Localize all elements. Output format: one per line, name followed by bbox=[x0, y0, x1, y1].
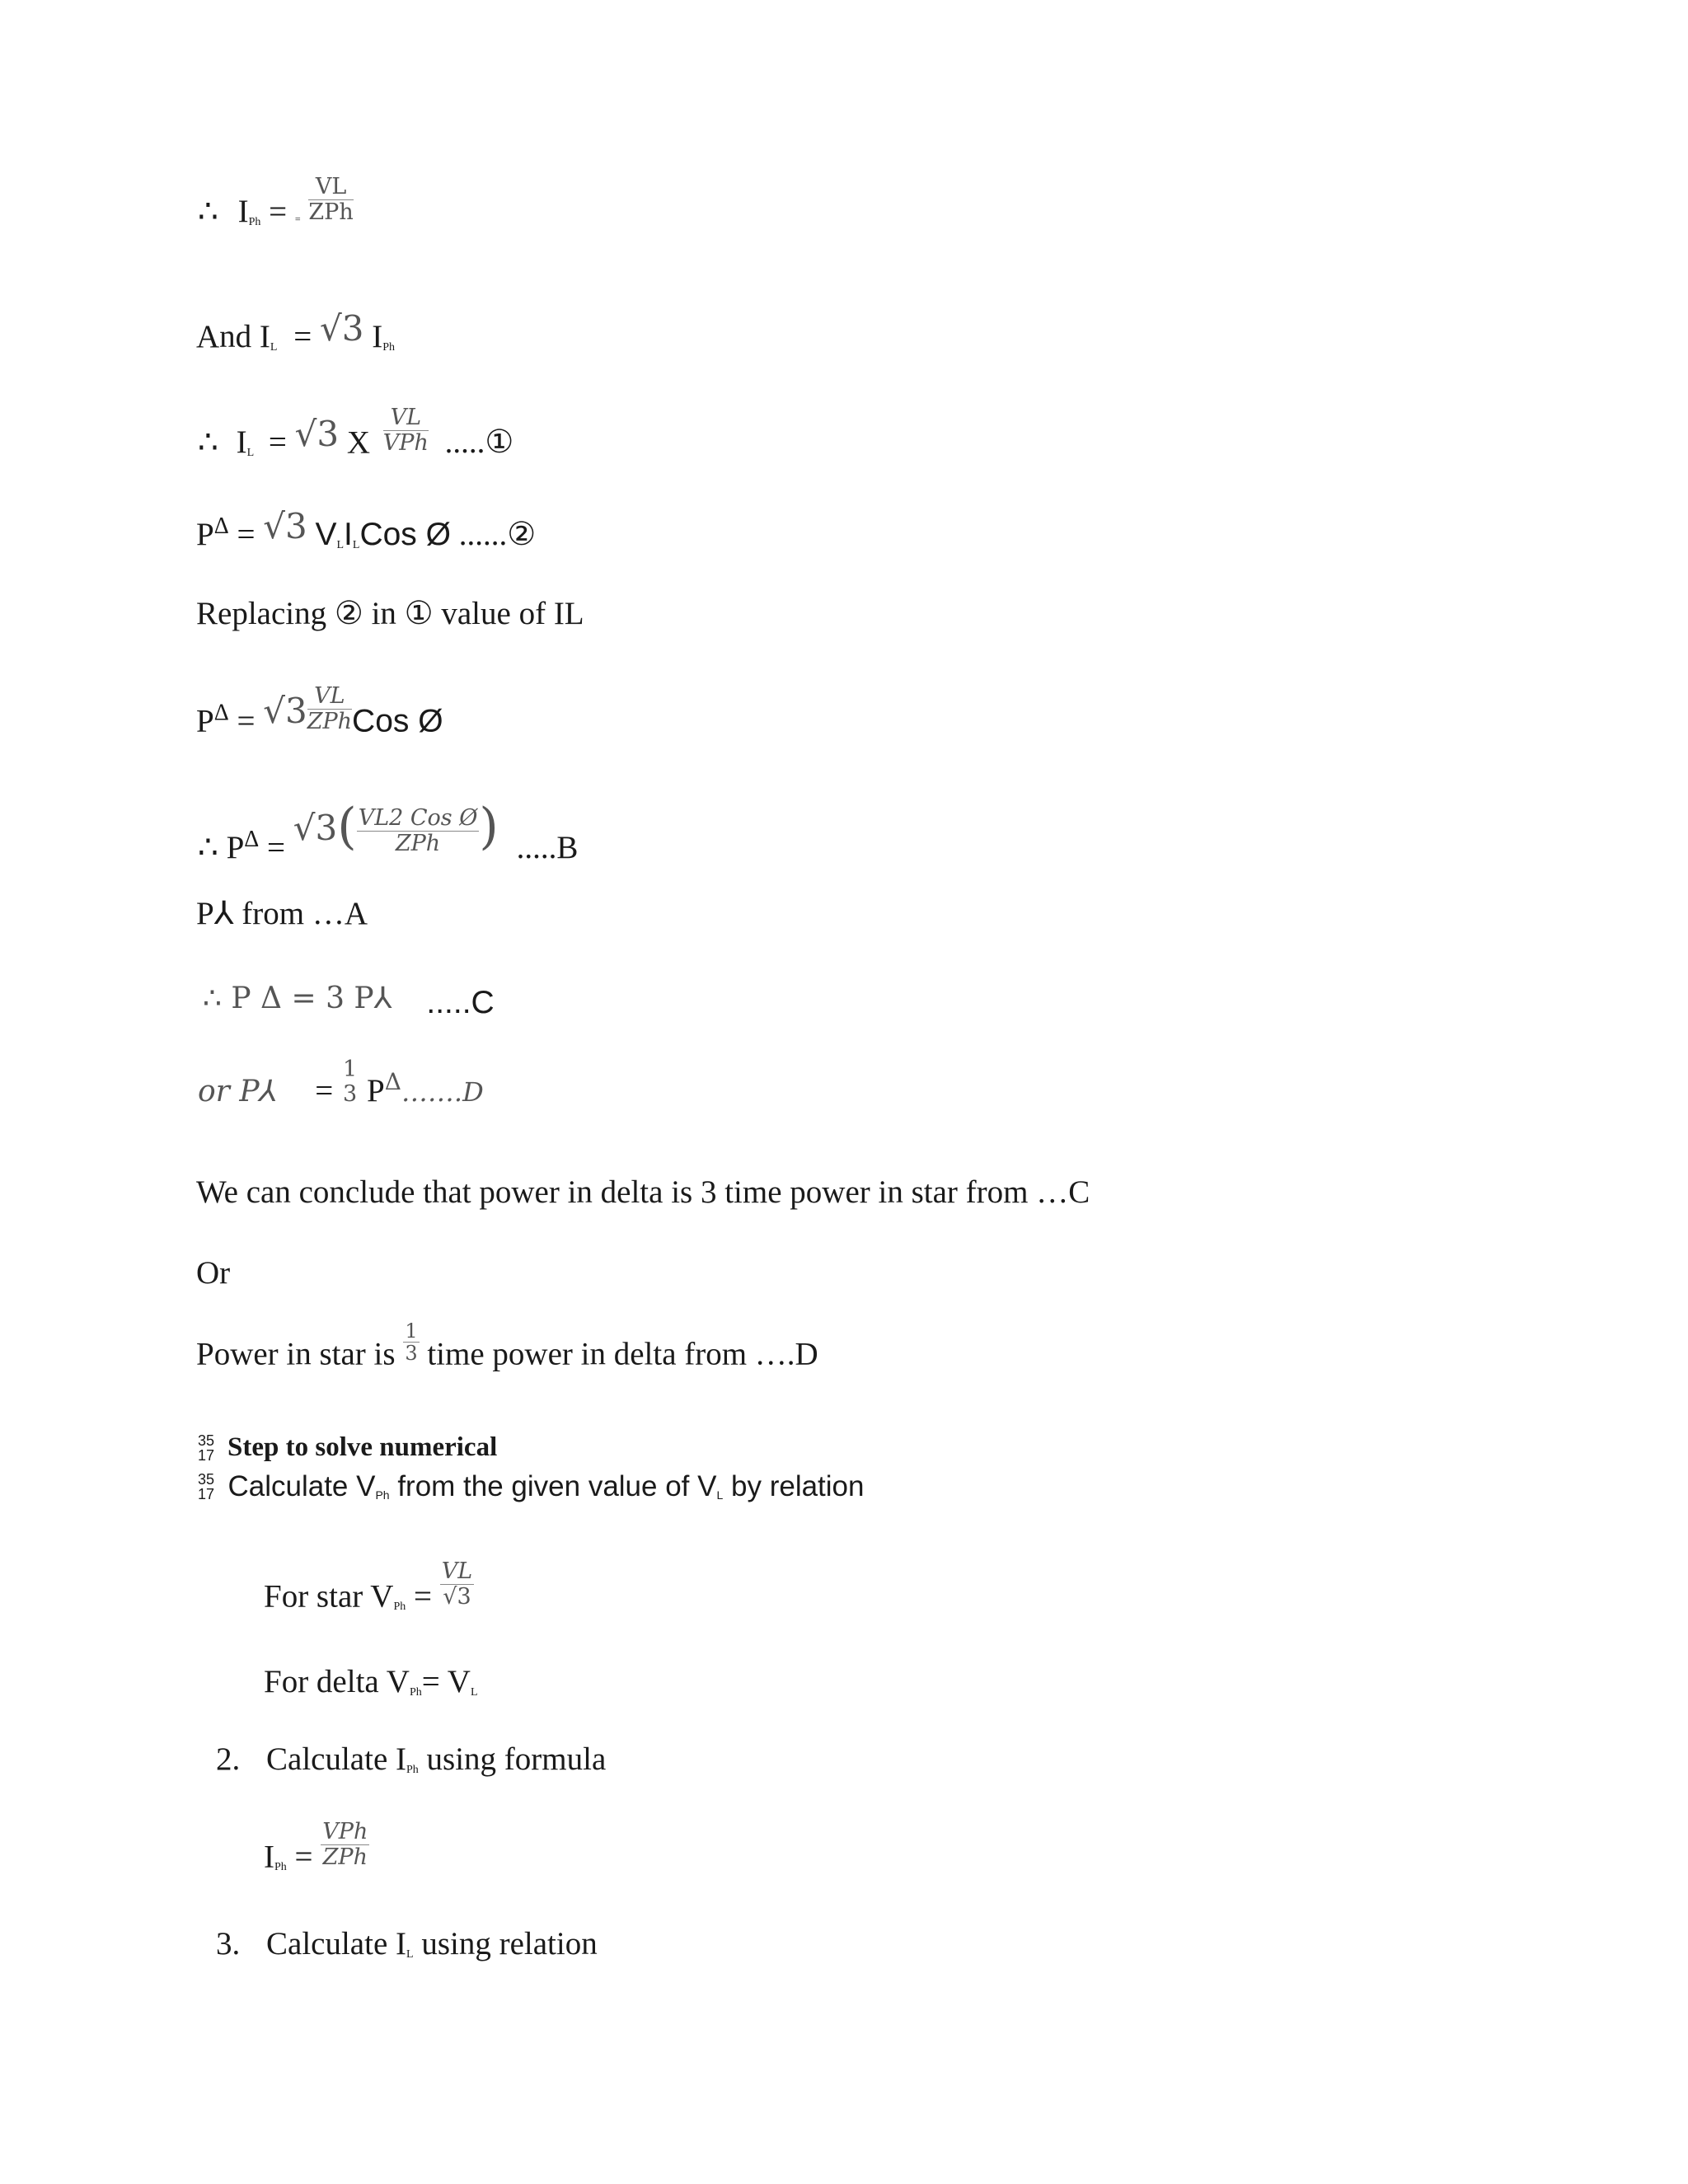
denominator: 3 bbox=[405, 1342, 418, 1365]
step3-row bbox=[216, 1925, 598, 1962]
numerator: VL2 Cos Ø bbox=[358, 804, 478, 831]
power-symbol: P bbox=[366, 1073, 385, 1108]
small-equals: = bbox=[294, 213, 301, 225]
equals-v: = V bbox=[421, 1664, 471, 1699]
denominator: ZPh bbox=[307, 709, 353, 734]
therefore-symbol: ∴ bbox=[198, 830, 218, 865]
step2-row bbox=[216, 1741, 606, 1778]
text-after: time power in delta from ….D bbox=[427, 1336, 818, 1372]
cos-phi: Cos Ø bbox=[352, 703, 443, 739]
subscript: L bbox=[336, 539, 345, 551]
step-heading-row bbox=[198, 1432, 497, 1463]
superscript: Δ bbox=[244, 827, 260, 852]
numerator: VL bbox=[441, 1558, 473, 1584]
for-delta-equation bbox=[264, 1663, 478, 1700]
label: For star V bbox=[264, 1578, 394, 1615]
denominator: ZPh bbox=[308, 199, 354, 225]
fraction bbox=[440, 1559, 474, 1610]
text-conclusion: We can conclude that power in delta is 3 time power in star from …C bbox=[196, 1174, 1090, 1210]
sqrt-three: √3 bbox=[293, 808, 338, 848]
equation-tag: .....C bbox=[426, 985, 495, 1020]
fraction bbox=[341, 1057, 359, 1107]
equation-il-root3-iph bbox=[196, 308, 395, 355]
denominator: √3 bbox=[443, 1584, 471, 1610]
fraction bbox=[307, 684, 352, 734]
text: And I bbox=[196, 319, 270, 354]
numerator: 1 bbox=[343, 1057, 358, 1083]
fraction bbox=[383, 405, 429, 456]
step-number: 2. bbox=[216, 1741, 241, 1777]
subscript: Ph bbox=[409, 1686, 422, 1699]
step1-row bbox=[198, 1470, 865, 1503]
sqrt-three: √3 bbox=[263, 691, 307, 732]
numerator: VL bbox=[308, 175, 353, 200]
equation-p-star-third bbox=[198, 1057, 484, 1118]
sqrt-three: √3 bbox=[319, 308, 364, 349]
sqrt-three: √3 bbox=[294, 414, 340, 455]
equation-tag: …….D bbox=[401, 1076, 484, 1108]
subscript: L bbox=[270, 341, 278, 354]
subscript: L bbox=[470, 1686, 478, 1699]
numerator: VL bbox=[383, 405, 429, 431]
text-or: Or bbox=[196, 1255, 231, 1291]
numerator: VL bbox=[307, 684, 352, 710]
therefore-symbol: ∴ bbox=[198, 424, 218, 461]
denominator: ZPh bbox=[395, 830, 441, 856]
current-symbol: I bbox=[372, 319, 383, 354]
right-paren: ) bbox=[479, 798, 499, 855]
bullet-glyph: 35 17 bbox=[198, 1432, 215, 1464]
equation-tag: ......② bbox=[458, 517, 537, 552]
equals-sign: = bbox=[268, 424, 287, 461]
current-symbol: I bbox=[344, 517, 353, 552]
text-power-in-star bbox=[196, 1319, 818, 1379]
equals-sign: = bbox=[237, 703, 256, 739]
numerator: VPh bbox=[322, 1819, 368, 1844]
fraction bbox=[357, 806, 480, 856]
equals-sign: = bbox=[414, 1578, 432, 1615]
denominator: ZPh bbox=[322, 1844, 368, 1870]
subscript: Ph bbox=[382, 341, 395, 354]
text-before: Power in star is bbox=[196, 1336, 396, 1372]
equation-iph-vph-zph bbox=[264, 1819, 369, 1885]
equation-p-delta-3-p-star bbox=[203, 979, 495, 1020]
superscript: Δ bbox=[213, 513, 229, 539]
superscript: Δ bbox=[213, 700, 229, 726]
text-replacing: Replacing ② in ① value of IL bbox=[196, 596, 584, 631]
fraction bbox=[403, 1320, 419, 1364]
equation-iph-vl-zph bbox=[198, 174, 354, 240]
step-text: Calculate IL using relation bbox=[266, 1926, 598, 1961]
cos-phi: Cos Ø bbox=[359, 517, 451, 552]
sqrt-three: √3 bbox=[263, 506, 307, 546]
step-heading: Step to solve numerical bbox=[227, 1432, 498, 1462]
subscript: Ph bbox=[274, 1861, 287, 1874]
expression: ∴ P Δ = 3 P⅄ bbox=[203, 982, 392, 1015]
step1-text: Calculate VPh from the given value of VL by relation bbox=[227, 1470, 865, 1502]
step-text: Calculate IPh using formula bbox=[266, 1741, 607, 1777]
times-sign: X bbox=[346, 424, 371, 461]
current-symbol: I bbox=[237, 194, 249, 230]
power-symbol: P bbox=[226, 830, 245, 865]
current-symbol: I bbox=[264, 1839, 274, 1875]
superscript: Δ bbox=[384, 1068, 401, 1095]
equation-tag: .....① bbox=[444, 424, 514, 461]
denominator: VPh bbox=[382, 430, 429, 456]
for-star-equation bbox=[264, 1558, 474, 1624]
therefore-symbol: ∴ bbox=[198, 194, 218, 230]
equals-sign: = bbox=[237, 517, 256, 552]
left-paren: ( bbox=[337, 798, 357, 855]
equals-sign: = bbox=[294, 1839, 313, 1875]
equation-p-delta bbox=[196, 506, 537, 553]
equation-il-root3-vl-vph bbox=[198, 405, 514, 471]
equation-p-delta-b bbox=[198, 798, 579, 876]
equals-sign: = bbox=[267, 830, 286, 865]
text-p-star-from-a: P⅄ from …A bbox=[196, 896, 368, 931]
subscript: Ph bbox=[248, 216, 261, 229]
voltage-symbol: V bbox=[315, 517, 337, 552]
bullet-glyph: 35 17 bbox=[198, 1471, 215, 1502]
numerator: 1 bbox=[405, 1319, 418, 1343]
power-symbol: P bbox=[196, 703, 214, 739]
power-symbol: P bbox=[196, 517, 214, 552]
current-symbol: I bbox=[236, 424, 247, 461]
step-number: 3. bbox=[216, 1926, 241, 1961]
subscript: L bbox=[352, 539, 360, 551]
equals-sign: = bbox=[293, 319, 312, 354]
denominator: 3 bbox=[343, 1081, 358, 1108]
equation-tag: .....B bbox=[516, 830, 579, 865]
subscript: L bbox=[246, 447, 255, 460]
equals-sign: = bbox=[269, 194, 288, 230]
lhs: or P⅄ bbox=[198, 1075, 278, 1108]
subscript: Ph bbox=[393, 1601, 406, 1614]
equation-p-delta-substituted bbox=[196, 683, 443, 749]
equals-sign: = bbox=[315, 1073, 334, 1108]
label: For delta V bbox=[264, 1664, 410, 1699]
fraction bbox=[308, 175, 353, 225]
fraction bbox=[321, 1820, 369, 1870]
